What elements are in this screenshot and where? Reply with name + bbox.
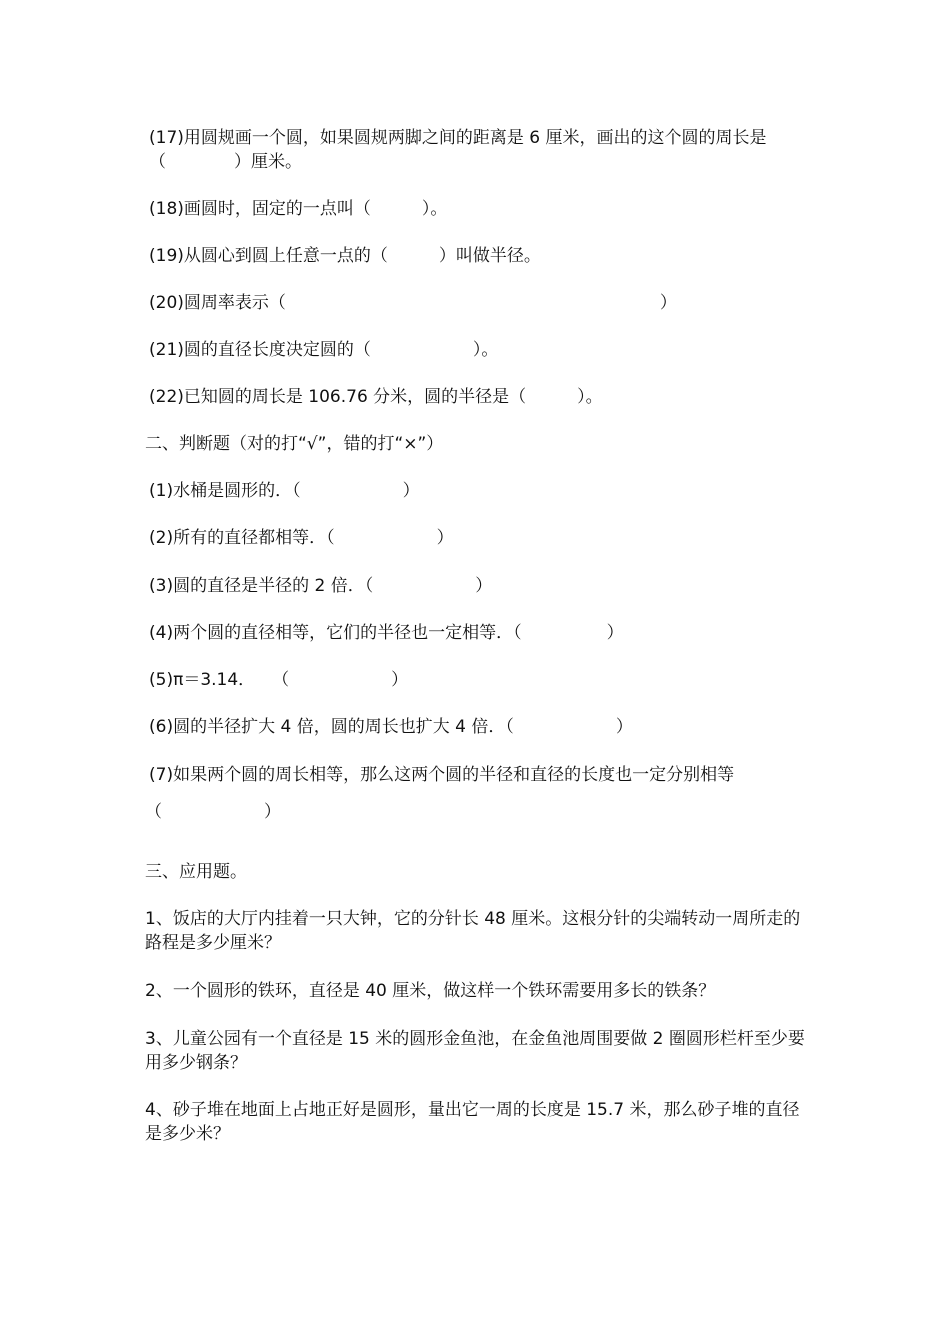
- apply-item-1: 1、饭店的大厅内挂着一只大钟，它的分针长 48 厘米。这根分针的尖端转动一周所走的路程是多少厘米？: [145, 909, 801, 953]
- question-20: (20)圆周率表示（ ）: [149, 293, 677, 313]
- judge-item-7: (7)如果两个圆的周长相等，那么这两个圆的半径和直径的长度也一定分别相等: [149, 765, 735, 785]
- apply-item-4: 4、砂子堆在地面上占地正好是圆形，量出它一周的长度是 15.7 米，那么砂子堆的直径是多少米？: [145, 1100, 800, 1144]
- judge-item-2: (2)所有的直径都相等．（ ）: [149, 528, 454, 548]
- question-18: (18)画圆时，固定的一点叫（ ）。: [149, 199, 448, 219]
- apply-item-2: 2、一个圆形的铁环，直径是 40 厘米，做这样一个铁环需要用多长的铁条？: [145, 981, 716, 1001]
- apply-item-3: 3、儿童公园有一个直径是 15 米的圆形金鱼池，在金鱼池周围要做 2 圈圆形栏杆至少要用多少钢条？: [145, 1029, 805, 1073]
- judge-item-6: (6)圆的半径扩大 4 倍，圆的周长也扩大 4 倍．（ ）: [149, 717, 633, 737]
- judge-item-1: (1)水桶是圆形的．（ ）: [149, 481, 420, 501]
- question-19: (19)从圆心到圆上任意一点的（ ）叫做半径。: [149, 246, 541, 266]
- question-21: (21)圆的直径长度决定圆的（ ）。: [149, 340, 499, 360]
- judge-item-3: (3)圆的直径是半径的 2 倍．（ ）: [149, 576, 493, 596]
- question-17: (17)用圆规画一个圆，如果圆规两脚之间的距离是 6 厘米，画出的这个圆的周长是（ ）厘米。: [149, 128, 767, 172]
- question-22: (22)已知圆的周长是 106.76 分米，圆的半径是（ ）。: [149, 387, 603, 407]
- judge-heading: 二、判断题（对的打“√”，错的打“×”）: [145, 434, 444, 454]
- judge-item-4: (4)两个圆的直径相等，它们的半径也一定相等．（ ）: [149, 623, 624, 643]
- judge-item-5: (5)π＝3.14． （ ）: [149, 670, 409, 690]
- apply-heading: 三、应用题。: [145, 862, 247, 882]
- judge-item-7-answer-blank: （ ）: [145, 802, 281, 822]
